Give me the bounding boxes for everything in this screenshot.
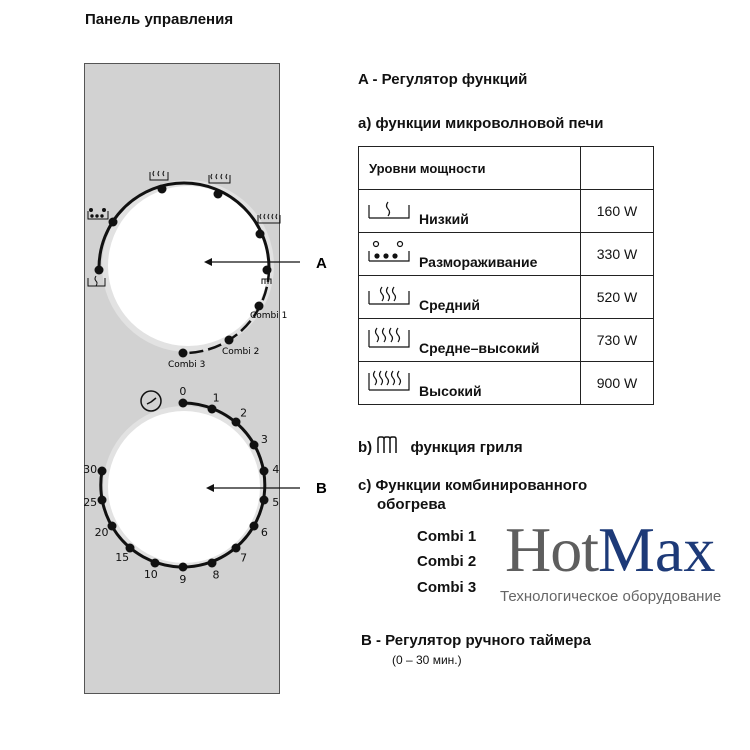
timer-mark-label: 3 [260,433,268,447]
medium-power-icon [150,171,168,180]
section-a-sub-a: a) функции микроволновой печи [358,115,604,132]
power-value: 900 W [581,362,654,405]
timer-mark-dot [208,405,217,414]
timer-mark-dot [208,559,217,568]
combi-3-mark: Combi 3 [168,360,206,370]
table-row [359,233,654,276]
timer-mark-label: 6 [260,526,268,540]
pointer-label-b: B [316,480,327,497]
combi-1-label: Combi 1 [417,528,477,545]
power-value: 160 W [581,190,654,233]
section-a-sub-c: c) Функции комбинированного [358,477,588,494]
power-levels-table [358,146,654,405]
high-power-icon [367,368,413,394]
timer-mark-label: 4 [272,462,280,476]
section-a-sub-b: b) функция гриля [358,436,523,456]
combi-1-mark: Combi 1 [250,311,288,321]
timer-mark-dot [98,496,107,505]
timer-mark-label: 15 [115,551,130,565]
watermark-logo-part-2: Max [598,514,716,585]
timer-mark-dot [108,522,117,531]
medium-power-icon [367,282,413,308]
table-header: Уровни мощности [359,147,581,190]
timer-mark-dot [179,399,188,408]
table-row [359,319,654,362]
pointer-label-a: A [316,255,327,272]
low-power-icon [88,276,105,286]
timer-mark-dot [98,467,107,476]
timer-mark-dot [151,559,160,568]
power-level-name: Высокий [419,383,482,399]
page-title: Панель управления [85,11,234,28]
table-header-row [359,147,654,190]
timer-mark-label: 0 [179,385,187,399]
section-a-sub-c-2: обогрева [377,496,446,513]
timer-mark-dot [179,563,188,572]
watermark-logo [505,514,716,585]
timer-dial[interactable] [83,385,327,586]
timer-mark-label: 30 [83,462,98,476]
timer-mark-label: 2 [240,406,248,420]
timer-mark-dot [250,441,259,450]
timer-mark-label: 1 [212,391,220,405]
combi-2-label: Combi 2 [417,553,477,570]
power-value: 330 W [581,233,654,276]
timer-mark-label: 20 [94,525,109,539]
timer-mark-label: 8 [212,568,220,582]
medium-high-power-icon [209,174,230,183]
timer-mark-dot [260,496,269,505]
defrost-icon [367,239,413,265]
timer-mark-dot [250,522,259,531]
power-level-name: Размораживание [419,254,538,270]
medium-high-power-icon [367,325,413,351]
table-row [359,190,654,233]
low-power-icon [367,196,413,222]
power-level-name: Низкий [419,211,469,227]
watermark-logo-part-1: Hot [505,514,598,585]
section-a-heading: A - Регулятор функций [358,71,528,88]
power-level-name: Средне–высокий [419,340,540,356]
power-value: 730 W [581,319,654,362]
clock-icon [141,391,161,411]
section-b-range: (0 – 30 мин.) [392,653,462,667]
section-b-heading: B - Регулятор ручного таймера [361,632,591,649]
table-row [359,362,654,405]
timer-mark-dot [260,467,269,476]
timer-mark-label: 9 [179,572,187,586]
timer-mark-label: 25 [83,496,98,510]
function-dial[interactable] [88,171,327,370]
combi-3-label: Combi 3 [417,579,477,596]
combi-2-mark: Combi 2 [222,347,260,357]
timer-mark-label: 5 [272,496,280,510]
power-level-name: Средний [419,297,481,313]
timer-mark-label: 10 [143,568,158,582]
defrost-icon [88,209,108,220]
grill-icon [376,436,406,454]
power-value: 520 W [581,276,654,319]
watermark-subtitle: Технологическое оборудование [500,588,722,605]
timer-mark-label: 7 [240,551,248,565]
table-row [359,276,654,319]
